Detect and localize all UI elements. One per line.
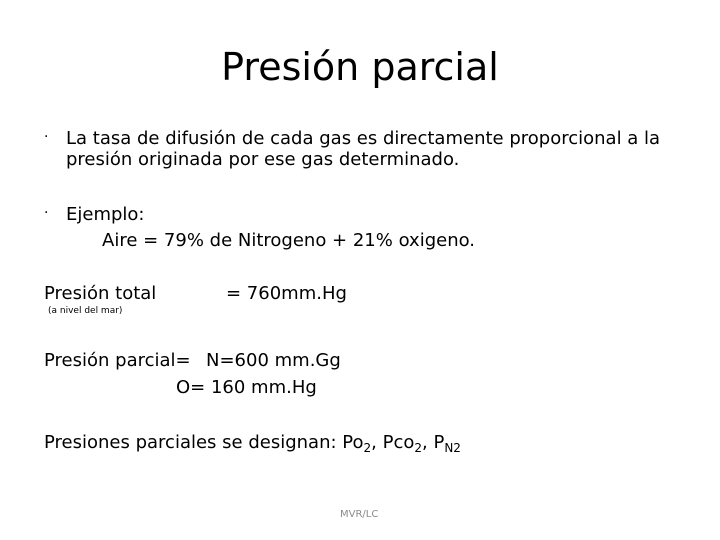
bullet-1-line-2: presión originada por ese gas determinado. [66, 149, 460, 170]
total-pressure-value: = 760mm.Hg [226, 283, 347, 304]
subscript-co2: 2 [414, 441, 422, 455]
designation-line [44, 432, 461, 453]
total-pressure-note: (a nivel del mar) [48, 306, 123, 316]
partial-pressure-oxygen: O= 160 mm.Hg [176, 377, 317, 398]
bullet-2-line-1: Ejemplo: [66, 204, 145, 225]
subscript-o2: 2 [363, 441, 372, 455]
slide-title: Presión parcial [221, 45, 499, 89]
subscript-n2: N2 [444, 441, 461, 455]
designation-text: Presiones parciales se designan: Po [44, 432, 364, 453]
bullet-1-line-1: La tasa de difusión de cada gas es directamente proporcional a la [66, 128, 661, 149]
bullet-marker: · [44, 205, 49, 221]
designation-separator: , P [422, 432, 445, 453]
footer-initials: MVR/LC [340, 509, 379, 520]
partial-pressure-nitrogen: N=600 mm.Gg [206, 350, 341, 371]
partial-pressure-label: Presión parcial= [44, 350, 191, 371]
bullet-marker: · [44, 129, 49, 145]
bullet-2-line-2: Aire = 79% de Nitrogeno + 21% oxigeno. [102, 230, 476, 251]
designation-separator: , Pco [371, 432, 415, 453]
total-pressure-label: Presión total [44, 283, 157, 304]
